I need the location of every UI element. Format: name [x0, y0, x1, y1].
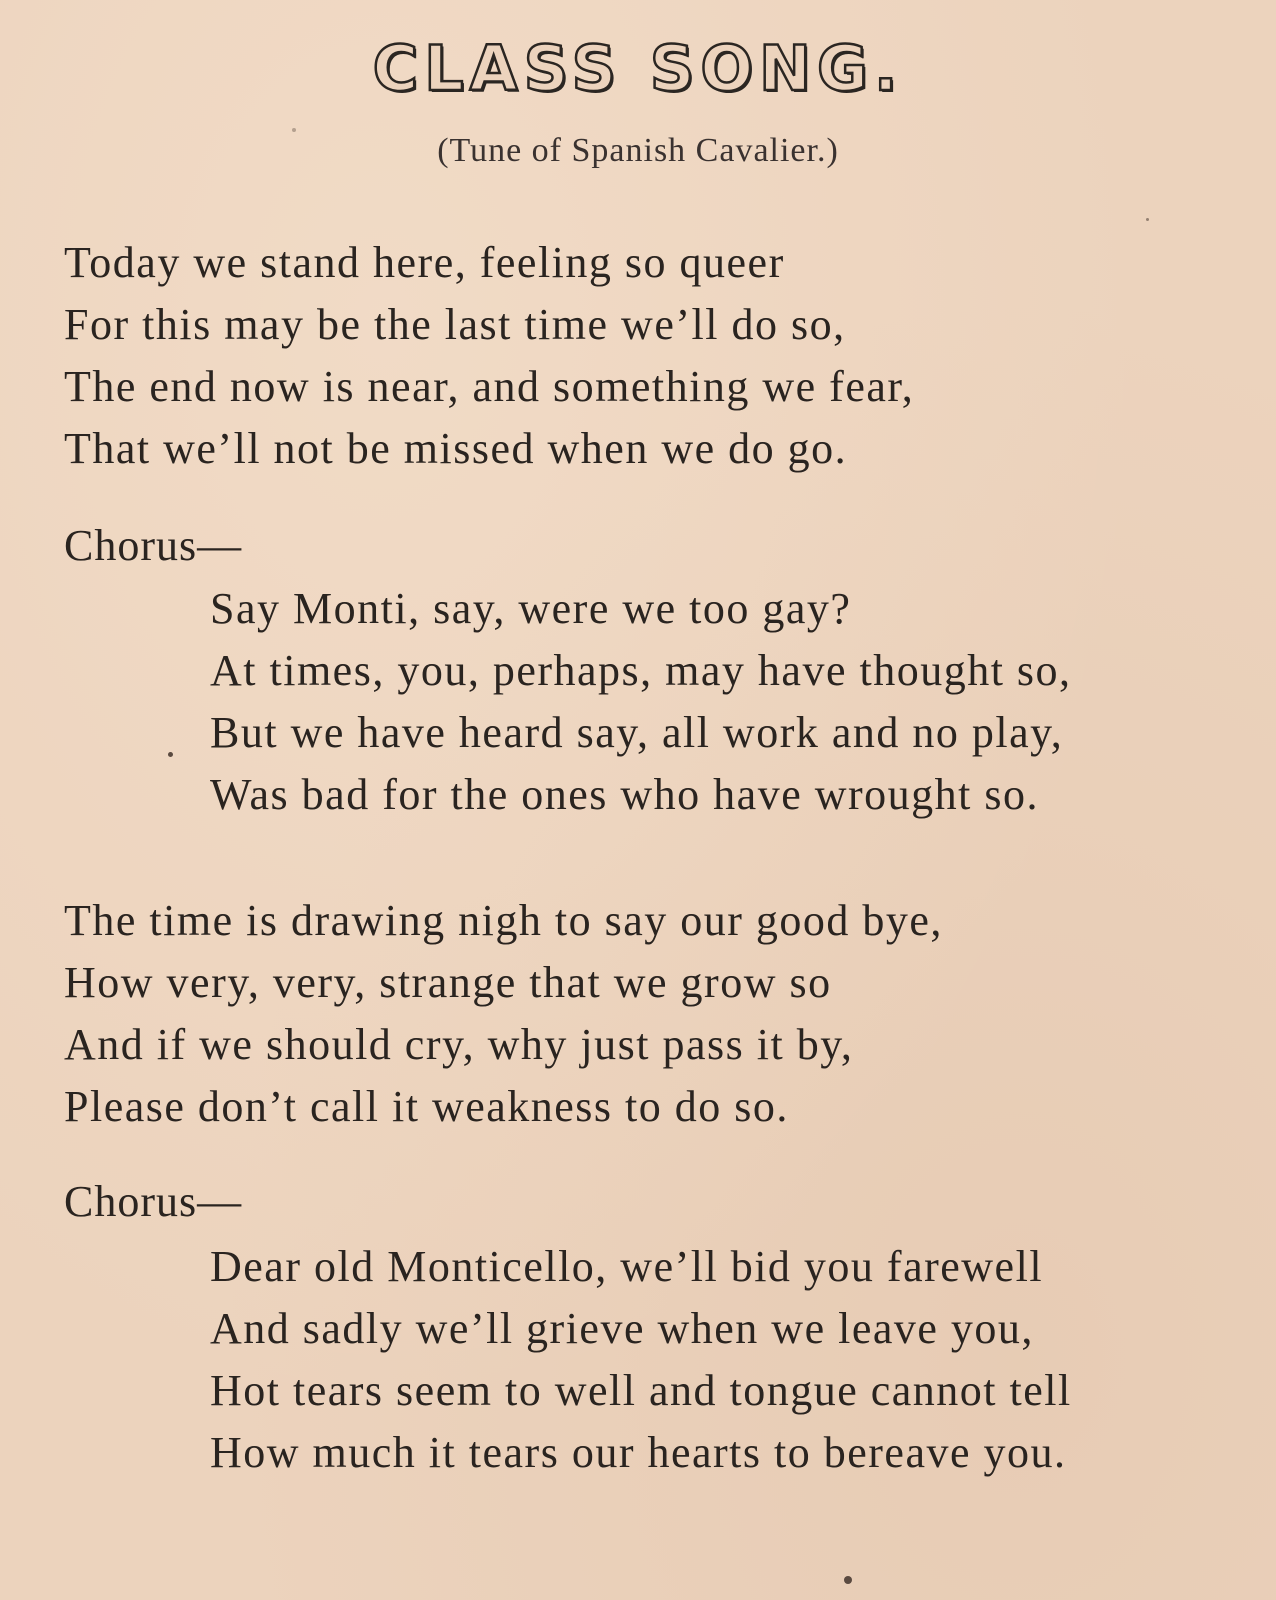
chorus-1	[210, 578, 1072, 826]
paper-speck	[292, 128, 296, 132]
chorus-line: Hot tears seem to well and tongue cannot tell	[210, 1366, 1072, 1415]
paper-speck	[1146, 218, 1149, 221]
verse-line: And if we should cry, why just pass it by,	[64, 1020, 854, 1069]
verse-line: The time is drawing nigh to say our good bye,	[64, 896, 943, 945]
page-title: CLASS SONG.	[372, 32, 904, 105]
chorus-line: But we have heard say, all work and no play,	[210, 708, 1064, 757]
verse-2	[64, 890, 943, 1138]
chorus-line: How much it tears our hearts to bereave you.	[210, 1428, 1067, 1477]
chorus-line: At times, you, perhaps, may have thought so,	[210, 646, 1072, 695]
verse-1	[64, 232, 914, 480]
chorus-label: Chorus—	[64, 521, 243, 570]
chorus-line: Say Monti, say, were we too gay?	[210, 584, 852, 633]
verse-line: For this may be the last time we’ll do so,	[64, 300, 846, 349]
verse-line: That we’ll not be missed when we do go.	[64, 424, 848, 473]
subtitle: (Tune of Spanish Cavalier.)	[437, 132, 839, 169]
chorus-line: Dear old Monticello, we’ll bid you farewell	[210, 1242, 1044, 1291]
paper-speck	[168, 752, 173, 757]
verse-line: Today we stand here, feeling so queer	[64, 238, 785, 287]
paper-speck	[844, 1576, 852, 1584]
chorus-label: Chorus—	[64, 1177, 243, 1226]
verse-line: The end now is near, and something we fear,	[64, 362, 915, 411]
chorus-line: Was bad for the ones who have wrought so.	[210, 770, 1040, 819]
chorus-2	[210, 1236, 1072, 1484]
verse-line: How very, very, strange that we grow so	[64, 958, 832, 1007]
verse-line: Please don’t call it weakness to do so.	[64, 1082, 789, 1131]
chorus-line: And sadly we’ll grieve when we leave you,	[210, 1304, 1034, 1353]
